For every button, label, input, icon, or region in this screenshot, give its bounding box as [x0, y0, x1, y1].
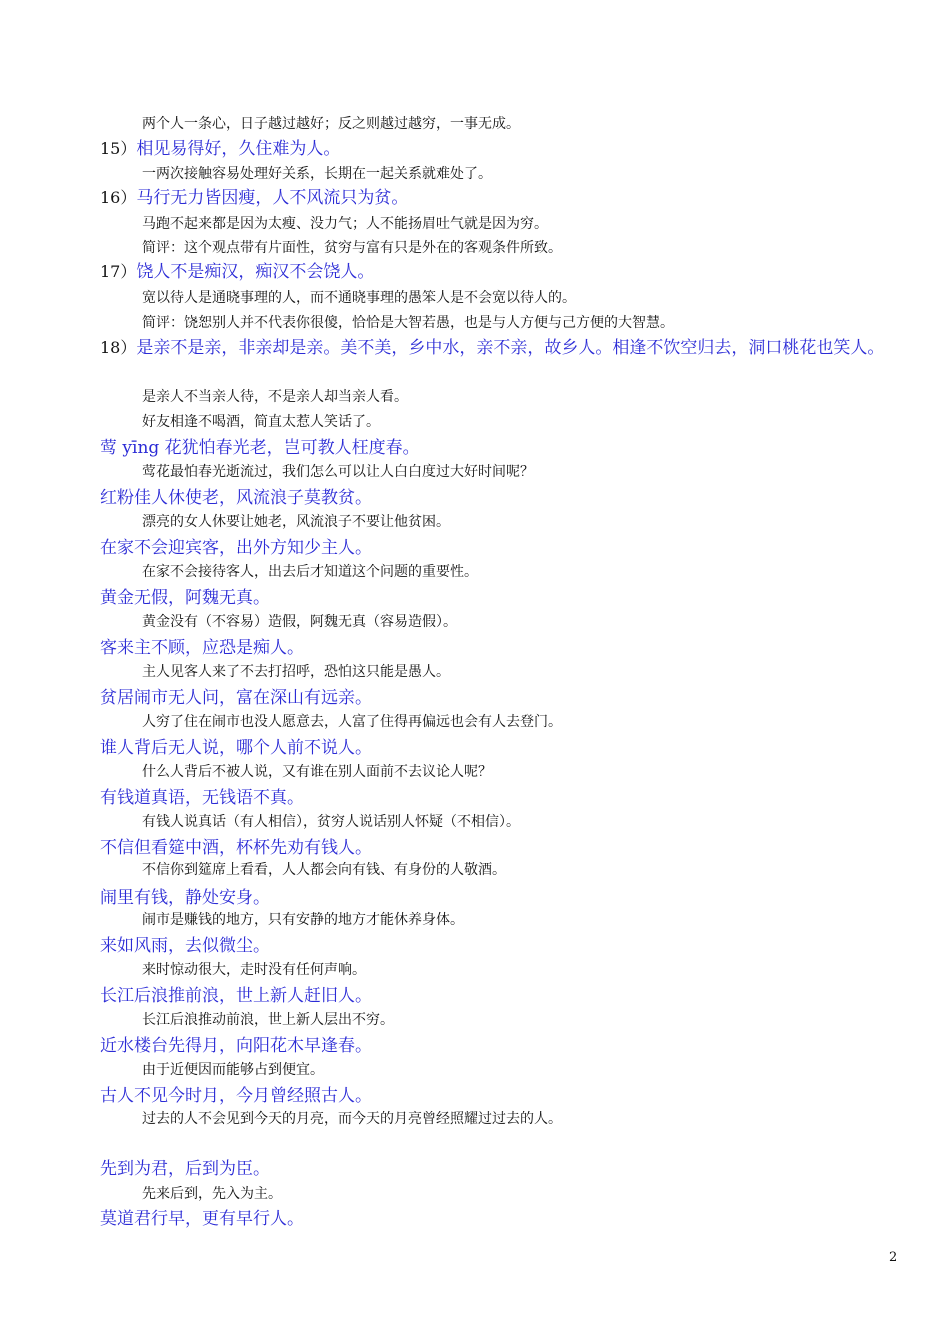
proverb-number: 17） [100, 262, 137, 281]
explanation-line: 人穷了住在闹市也没人愿意去，人富了住得再偏远也会有人去登门。 [142, 714, 562, 730]
proverb-line [100, 740, 372, 757]
proverb-text: 近水楼台先得月，向阳花木早逢春。 [100, 1036, 372, 1056]
proverb-line [100, 1211, 304, 1228]
explanation-line: 宽以待人是通晓事理的人，而不通晓事理的愚笨人是不会宽以待人的。 [142, 290, 576, 306]
proverb-number: 18） [100, 338, 137, 357]
proverb-line [100, 690, 372, 707]
explanation-line: 黄金没有（不容易）造假，阿魏无真（容易造假）。 [142, 614, 457, 630]
proverb-text: 闹里有钱，静处安身。 [100, 888, 270, 908]
proverb-line [100, 190, 408, 207]
proverb-line [100, 938, 270, 955]
proverb-text: 古人不见今时月，今月曾经照古人。 [100, 1086, 372, 1106]
page-number: 2 [889, 1250, 898, 1265]
explanation-line: 漂亮的女人休要让她老，风流浪子不要让他贫困。 [142, 514, 450, 530]
proverb-line [100, 540, 372, 557]
proverb-line [100, 490, 372, 507]
explanation-line: 什么人背后不被人说，又有谁在别人面前不去议论人呢？ [142, 764, 492, 780]
proverb-line [100, 590, 270, 607]
explanation-line: 主人见客人来了不去打招呼，恐怕这只能是愚人。 [142, 664, 450, 680]
proverb-text: 贫居闹市无人问，富在深山有远亲。 [100, 688, 372, 708]
proverb-line [100, 1161, 270, 1178]
proverb-number: 16） [100, 188, 137, 207]
explanation-line: 来时惊动很大，走时没有任何声响。 [142, 962, 366, 978]
proverb-line [100, 790, 304, 807]
proverb-line [100, 840, 372, 857]
explanation-line: 不信你到筵席上看看，人人都会向有钱、有身份的人敬酒。 [142, 862, 506, 878]
explanation-line: 好友相逢不喝酒，简直太惹人笑话了。 [142, 414, 380, 430]
proverb-line [100, 440, 420, 457]
explanation-line: 莺花最怕春光逝流过，我们怎么可以让人白白度过大好时间呢？ [142, 464, 534, 480]
proverb-text: 在家不会迎宾客，出外方知少主人。 [100, 538, 372, 558]
proverb-text: 长江后浪推前浪，世上新人赶旧人。 [100, 986, 372, 1006]
proverb-text: 马行无力皆因瘦，人不风流只为贫。 [136, 188, 409, 208]
explanation-line: 马跑不起来都是因为太瘦、没力气；人不能扬眉吐气就是因为穷。 [142, 216, 548, 232]
proverb-text: 是亲不是亲，非亲却是亲。美不美，乡中水，亲不亲，故乡人。相逢不饮空归去，洞口桃花也笑人。 [136, 338, 885, 358]
proverb-text: 相见易得好，久住难为人。 [136, 139, 341, 159]
proverb-line [100, 1088, 372, 1105]
proverb-text: 先到为君，后到为臣。 [100, 1159, 270, 1179]
proverb-number: 15） [100, 139, 137, 158]
explanation-line: 由于近便因而能够占到便宜。 [142, 1062, 324, 1078]
explanation-line: 在家不会接待客人，出去后才知道这个问题的重要性。 [142, 564, 478, 580]
explanation-line: 长江后浪推动前浪，世上新人层出不穷。 [142, 1012, 394, 1028]
explanation-line: 简评：饶恕别人并不代表你很傻，恰恰是大智若愚，也是与人方便与己方便的大智慧。 [142, 315, 674, 331]
proverb-text: 谁人背后无人说，哪个人前不说人。 [100, 738, 372, 758]
proverb-text: 客来主不顾，应恐是痴人。 [100, 638, 304, 658]
proverb-line [100, 988, 372, 1005]
proverb-text: 饶人不是痴汉，痴汉不会饶人。 [136, 262, 375, 282]
proverb-line [100, 1038, 372, 1055]
proverb-text: 不信但看筵中酒，杯杯先劝有钱人。 [100, 838, 372, 858]
explanation-line: 过去的人不会见到今天的月亮，而今天的月亮曾经照耀过过去的人。 [142, 1111, 562, 1127]
proverb-line [100, 640, 304, 657]
proverb-line [100, 340, 884, 357]
explanation-line: 是亲人不当亲人待，不是亲人却当亲人看。 [142, 389, 408, 405]
proverb-text: 来如风雨，去似微尘。 [100, 936, 270, 956]
explanation-line: 简评：这个观点带有片面性，贫穷与富有只是外在的客观条件所致。 [142, 240, 562, 256]
explanation-line: 先来后到，先入为主。 [142, 1186, 282, 1202]
explanation-line: 有钱人说真话（有人相信），贫穷人说话别人怀疑（不相信）。 [142, 814, 520, 830]
proverb-text: 黄金无假，阿魏无真。 [100, 588, 270, 608]
explanation-line: 两个人一条心，日子越过越好；反之则越过越穷，一事无成。 [142, 116, 520, 132]
proverb-line [100, 890, 270, 907]
explanation-line: 闹市是赚钱的地方，只有安静的地方才能休养身体。 [142, 912, 464, 928]
proverb-text: 莺 yīng 花犹怕春光老，岂可教人枉度春。 [100, 438, 420, 458]
proverb-text: 莫道君行早，更有早行人。 [100, 1209, 304, 1229]
explanation-line: 一两次接触容易处理好关系，长期在一起关系就难处了。 [142, 166, 492, 182]
proverb-line [100, 264, 374, 281]
proverb-text: 红粉佳人休使老，风流浪子莫教贫。 [100, 488, 372, 508]
proverb-line [100, 141, 340, 158]
proverb-text: 有钱道真语，无钱语不真。 [100, 788, 304, 808]
